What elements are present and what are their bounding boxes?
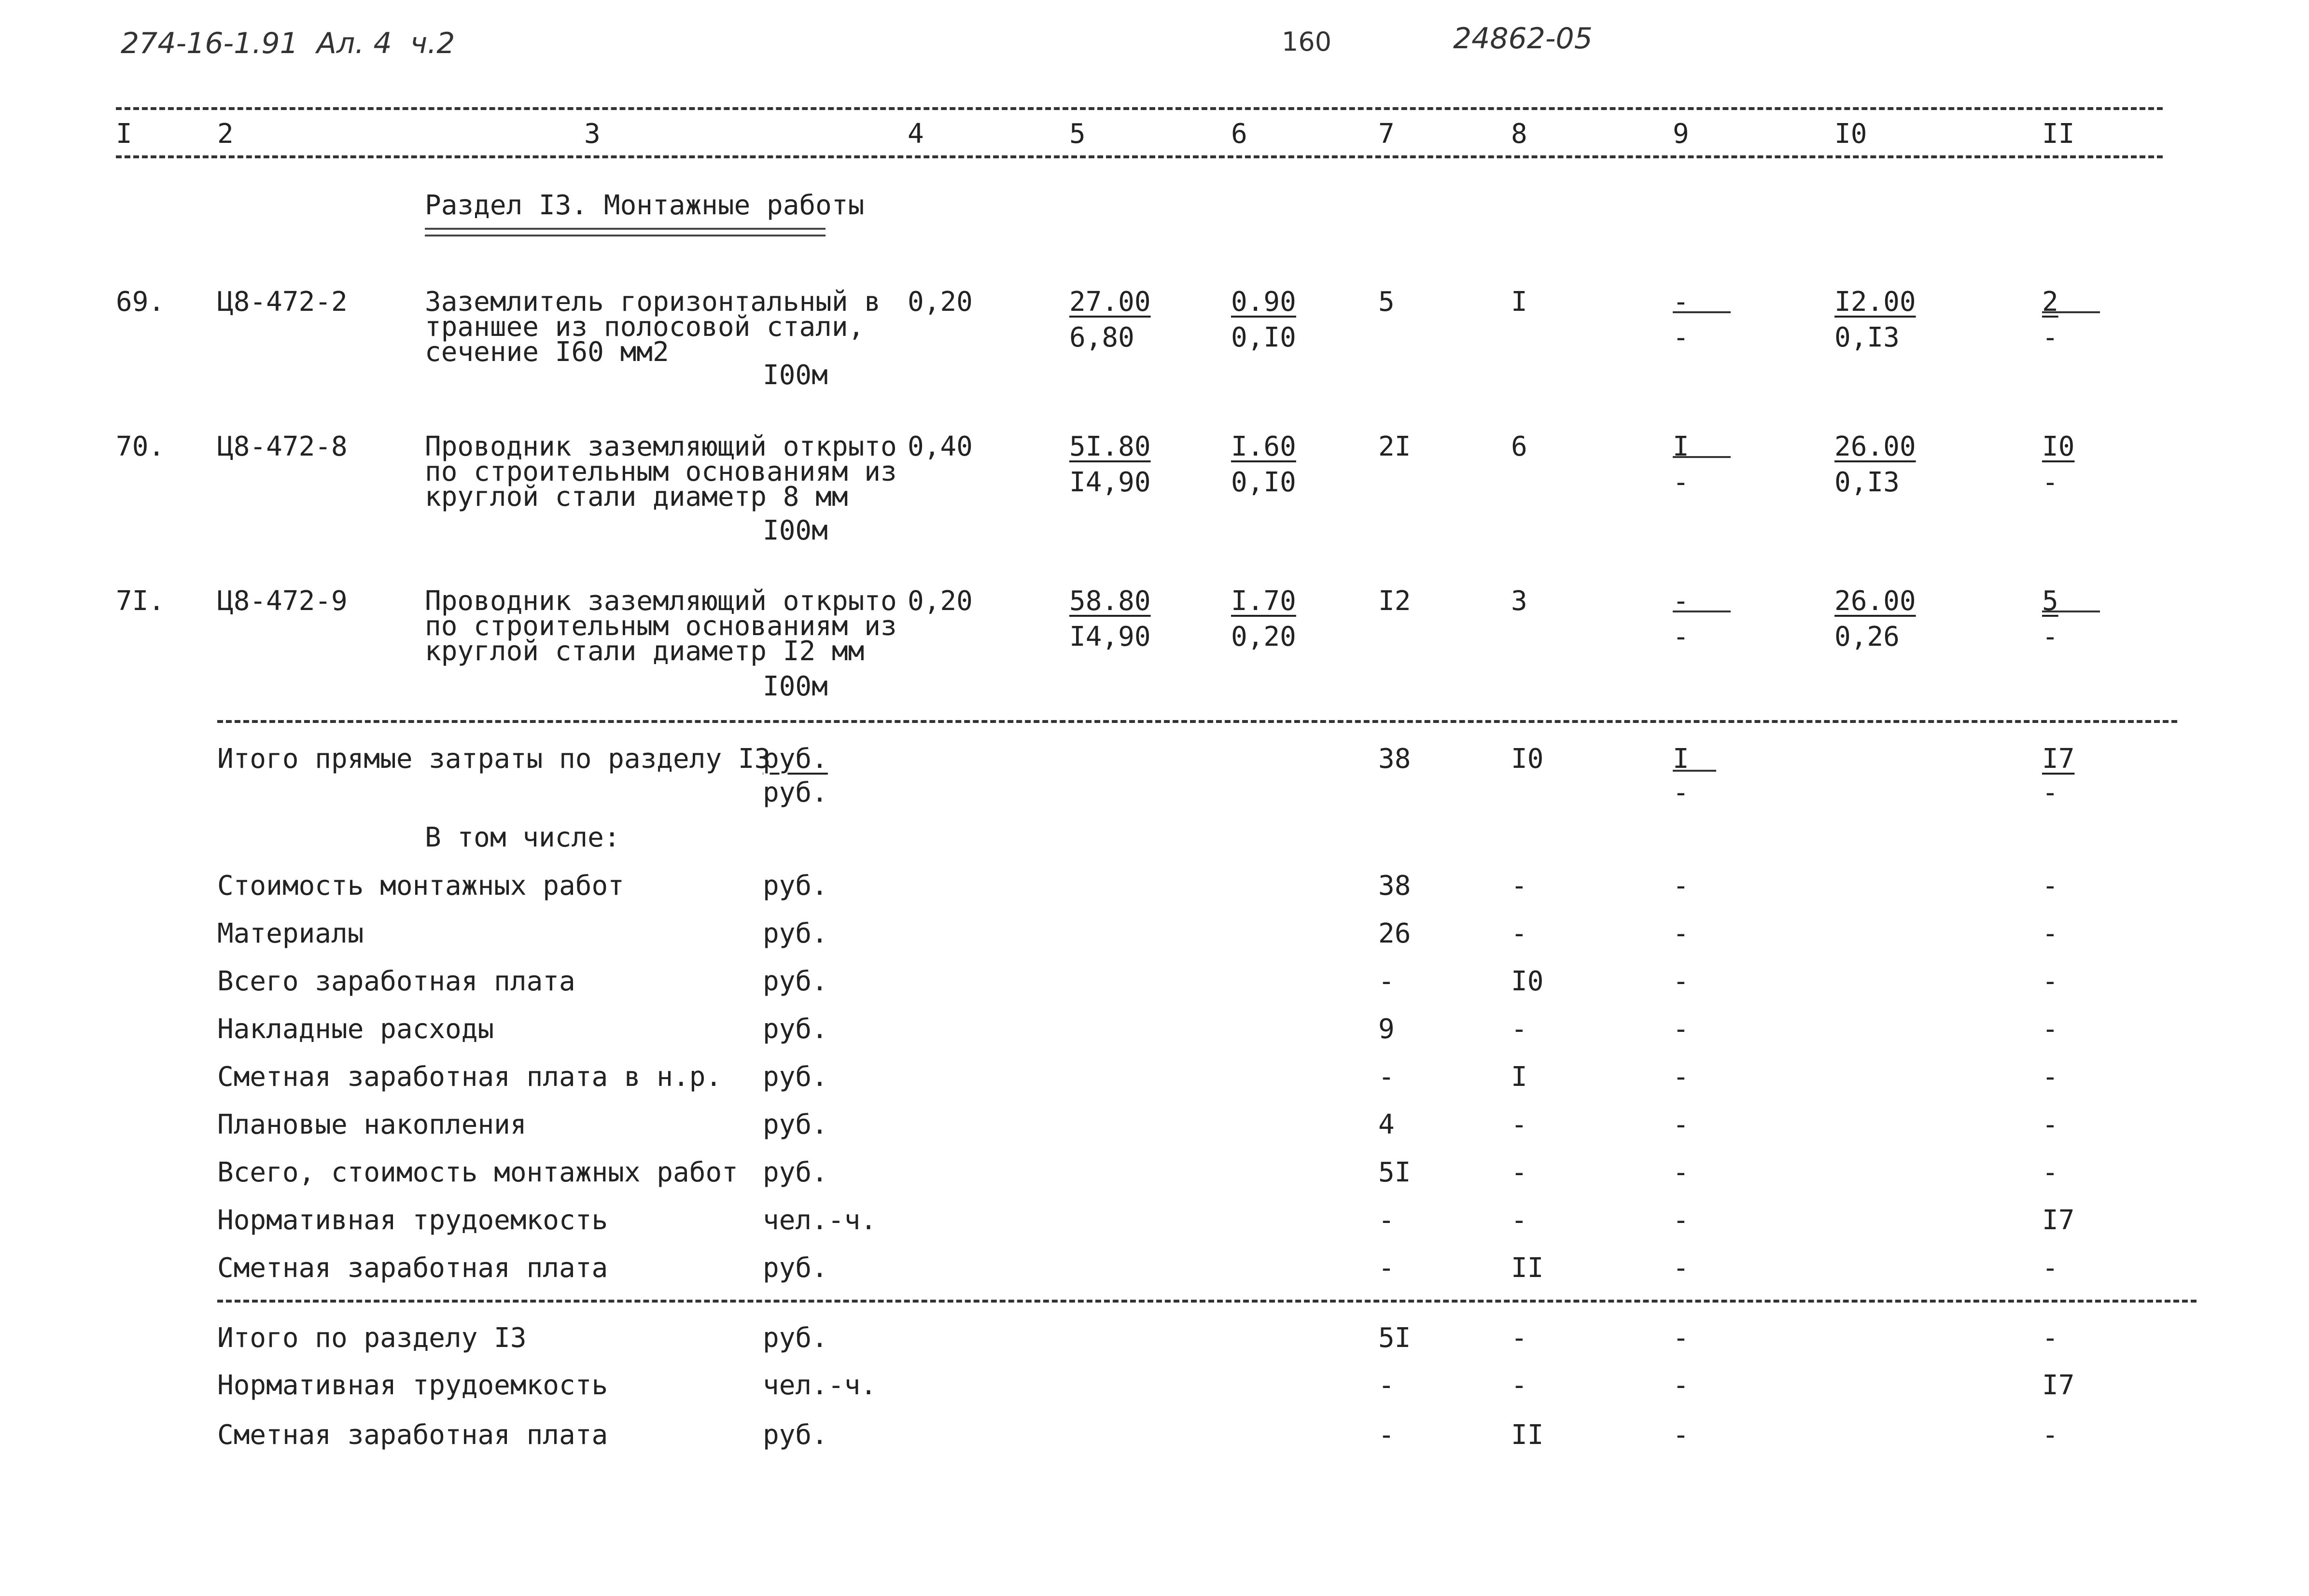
col-header: 7: [1378, 118, 1395, 150]
total-direct-labour-bottom: -: [2042, 777, 2058, 808]
cell-underline: [2042, 611, 2100, 612]
breakdown-cost: 38: [1378, 870, 1411, 902]
col-header: 3: [584, 118, 601, 150]
unit-price-machines: 0.90: [1231, 286, 1296, 318]
final-labour: -: [2042, 1322, 2058, 1354]
breakdown-machine-wages: -: [1673, 1061, 1689, 1093]
breakdown-labour: -: [2042, 918, 2058, 949]
col-header: 8: [1511, 118, 1527, 150]
row-description: круглой стали диаметр 8 мм: [425, 481, 848, 513]
final-machine-wages: -: [1673, 1322, 1689, 1354]
header-top-rule: [116, 107, 2163, 110]
labour-per-unit-bottom: 0,I3: [1834, 322, 1900, 353]
total-direct-machine-wages: I: [1673, 743, 1689, 775]
col-header: I: [116, 118, 132, 150]
row-code: Ц8-472-8: [217, 431, 348, 462]
total-wages: I: [1511, 286, 1527, 318]
col-header: 2: [217, 118, 234, 150]
breakdown-labour: -: [2042, 1252, 2058, 1284]
col-header: 9: [1673, 118, 1689, 150]
row-description: по строительным основаниям из: [425, 456, 897, 487]
breakdown-labour: I7: [2042, 1205, 2075, 1236]
breakdown-unit: руб.: [763, 1061, 828, 1093]
cell-underline: [1673, 456, 1731, 458]
total-machine-wages: I: [1673, 431, 1689, 462]
total-cost: I2: [1378, 585, 1411, 617]
breakdown-wages: I: [1511, 1061, 1527, 1093]
row-unit: I00м: [763, 515, 828, 546]
breakdown-cost: -: [1378, 1205, 1395, 1236]
doc-code: 274-16-1.91 Ал. 4 ч.2: [121, 27, 455, 60]
total-direct-unit: руб.: [763, 743, 828, 775]
final-wages: -: [1511, 1322, 1527, 1354]
row-description: сечение I60 мм2: [425, 336, 669, 368]
final-labour: -: [2042, 1419, 2058, 1451]
final-machine-wages: -: [1673, 1419, 1689, 1451]
breakdown-wages: -: [1511, 1013, 1527, 1045]
breakdown-cost: 26: [1378, 918, 1411, 949]
total-direct-unit-bottom: руб.: [763, 777, 828, 808]
breakdown-label: Всего, стоимость монтажных работ: [217, 1157, 738, 1188]
final-label: Итого по разделу I3: [217, 1322, 527, 1354]
breakdown-labour: -: [2042, 870, 2058, 902]
final-unit: руб.: [763, 1322, 828, 1354]
total-direct-cost: 38: [1378, 743, 1411, 775]
breakdown-wages: -: [1511, 870, 1527, 902]
unit-price-total: 58.80: [1069, 585, 1151, 617]
cell-underline: [1673, 770, 1716, 772]
labour-total: I0: [2042, 431, 2075, 462]
final-cost: -: [1378, 1419, 1395, 1451]
breakdown-labour: -: [2042, 1013, 2058, 1045]
row-number: 70.: [116, 431, 165, 462]
final-unit: руб.: [763, 1419, 828, 1451]
breakdown-cost: -: [1378, 1061, 1395, 1093]
unit-price-machine-wages: 0,20: [1231, 621, 1296, 652]
labour-total-bottom: -: [2042, 322, 2058, 353]
breakdown-machine-wages: -: [1673, 870, 1689, 902]
section-title-underline: [425, 228, 826, 236]
labour-per-unit-bottom: 0,26: [1834, 621, 1900, 652]
breakdown-unit: руб.: [763, 966, 828, 997]
row-quantity: 0,20: [908, 286, 973, 318]
breakdown-cost: -: [1378, 1252, 1395, 1284]
total-machine-wages-bottom: -: [1673, 621, 1689, 652]
final-label: Сметная заработная плата: [217, 1419, 608, 1451]
header-bottom-rule: [116, 155, 2163, 158]
total-wages: 6: [1511, 431, 1527, 462]
breakdown-machine-wages: -: [1673, 1109, 1689, 1140]
totals-rule: [217, 1300, 2197, 1303]
cell-underline: [2042, 311, 2100, 313]
breakdown-labour: -: [2042, 966, 2058, 997]
col-header: 5: [1069, 118, 1086, 150]
total-wages: 3: [1511, 585, 1527, 617]
breakdown-wages: -: [1511, 1157, 1527, 1188]
breakdown-unit: чел.-ч.: [763, 1205, 877, 1236]
breakdown-label: Плановые накопления: [217, 1109, 527, 1140]
labour-total-bottom: -: [2042, 621, 2058, 652]
total-machine-wages-bottom: -: [1673, 467, 1689, 498]
page-number: 160: [1282, 27, 1332, 57]
unit-price-machines: I.60: [1231, 431, 1296, 462]
final-machine-wages: -: [1673, 1370, 1689, 1401]
unit-price-total: 5I.80: [1069, 431, 1151, 462]
row-code: Ц8-472-9: [217, 585, 348, 617]
row-number: 7I.: [116, 585, 165, 617]
row-unit: I00м: [763, 360, 828, 391]
breakdown-unit: руб.: [763, 918, 828, 949]
unit-price-total: 27.00: [1069, 286, 1151, 318]
registry-number: 24862-05: [1453, 22, 1593, 56]
breakdown-unit: руб.: [763, 1157, 828, 1188]
total-machine-wages: -: [1673, 286, 1689, 318]
breakdown-machine-wages: -: [1673, 1157, 1689, 1188]
labour-total: 5: [2042, 585, 2058, 617]
row-description: Проводник заземляющий открыто: [425, 431, 897, 462]
row-description: по строительным основаниям из: [425, 611, 897, 642]
breakdown-machine-wages: -: [1673, 1252, 1689, 1284]
breakdown-machine-wages: -: [1673, 1013, 1689, 1045]
unit-price-machines: I.70: [1231, 585, 1296, 617]
unit-price-machine-wages: 0,I0: [1231, 322, 1296, 353]
breakdown-unit: руб.: [763, 870, 828, 902]
col-header: II: [2042, 118, 2075, 150]
breakdown-label: Сметная заработная плата: [217, 1252, 608, 1284]
labour-per-unit-bottom: 0,I3: [1834, 467, 1900, 498]
total-cost: 5: [1378, 286, 1395, 318]
col-header: I0: [1834, 118, 1867, 150]
total-direct-wages: I0: [1511, 743, 1544, 775]
unit-price-wages: I4,90: [1069, 621, 1151, 652]
total-direct-label: Итого прямые затраты по разделу I3: [217, 743, 771, 775]
final-labour: I7: [2042, 1370, 2075, 1401]
final-label: Нормативная трудоемкость: [217, 1370, 608, 1401]
breakdown-cost: 4: [1378, 1109, 1395, 1140]
total-direct-machine-wages-bottom: -: [1673, 777, 1689, 808]
labour-per-unit: 26.00: [1834, 431, 1916, 462]
final-cost: 5I: [1378, 1322, 1411, 1354]
breakdown-labour: -: [2042, 1061, 2058, 1093]
breakdown-cost: 9: [1378, 1013, 1395, 1045]
labour-per-unit: 26.00: [1834, 585, 1916, 617]
col-header: 6: [1231, 118, 1247, 150]
cell-underline: [1673, 311, 1731, 313]
final-wages: II: [1511, 1419, 1544, 1451]
unit-price-wages: 6,80: [1069, 322, 1134, 353]
breakdown-cost: -: [1378, 966, 1395, 997]
breakdown-labour: -: [2042, 1109, 2058, 1140]
breakdown-machine-wages: -: [1673, 918, 1689, 949]
breakdown-unit: руб.: [763, 1109, 828, 1140]
breakdown-labour: -: [2042, 1157, 2058, 1188]
total-machine-wages-bottom: -: [1673, 322, 1689, 353]
final-unit: чел.-ч.: [763, 1370, 877, 1401]
breakdown-label: Материалы: [217, 918, 364, 949]
breakdown-wages: -: [1511, 918, 1527, 949]
final-wages: -: [1511, 1370, 1527, 1401]
breakdown-wages: -: [1511, 1205, 1527, 1236]
row-unit: I00м: [763, 671, 828, 702]
row-description: Проводник заземляющий открыто: [425, 585, 897, 617]
breakdown-unit: руб.: [763, 1252, 828, 1284]
row-description: Заземлитель горизонтальный в: [425, 286, 881, 318]
breakdown-label: Накладные расходы: [217, 1013, 494, 1045]
breakdown-wages: II: [1511, 1252, 1544, 1284]
labour-per-unit: I2.00: [1834, 286, 1916, 318]
breakdown-label: Нормативная трудоемкость: [217, 1205, 608, 1236]
total-cost: 2I: [1378, 431, 1411, 462]
row-description: круглой стали диаметр I2 мм: [425, 636, 865, 667]
col-header: 4: [908, 118, 924, 150]
row-number: 69.: [116, 286, 165, 318]
unit-price-machine-wages: 0,I0: [1231, 467, 1296, 498]
breakdown-wages: I0: [1511, 966, 1544, 997]
row-description: траншее из полосовой стали,: [425, 311, 865, 343]
breakdown-label: Всего заработная плата: [217, 966, 575, 997]
labour-total: 2: [2042, 286, 2058, 318]
row-code: Ц8-472-2: [217, 286, 348, 318]
final-cost: -: [1378, 1370, 1395, 1401]
labour-total-bottom: -: [2042, 467, 2058, 498]
total-direct-labour: I7: [2042, 743, 2075, 775]
including-label: В том числе:: [425, 822, 620, 853]
section-title: Раздел I3. Монтажные работы: [425, 190, 865, 221]
row-quantity: 0,40: [908, 431, 973, 462]
breakdown-wages: -: [1511, 1109, 1527, 1140]
breakdown-cost: 5I: [1378, 1157, 1411, 1188]
breakdown-machine-wages: -: [1673, 966, 1689, 997]
breakdown-unit: руб.: [763, 1013, 828, 1045]
breakdown-machine-wages: -: [1673, 1205, 1689, 1236]
row-quantity: 0,20: [908, 585, 973, 617]
section-rule: [217, 720, 2177, 723]
total-machine-wages: -: [1673, 585, 1689, 617]
breakdown-label: Стоимость монтажных работ: [217, 870, 624, 902]
breakdown-label: Сметная заработная плата в н.р.: [217, 1061, 722, 1093]
unit-price-wages: I4,90: [1069, 467, 1151, 498]
cell-underline: [1673, 611, 1731, 612]
